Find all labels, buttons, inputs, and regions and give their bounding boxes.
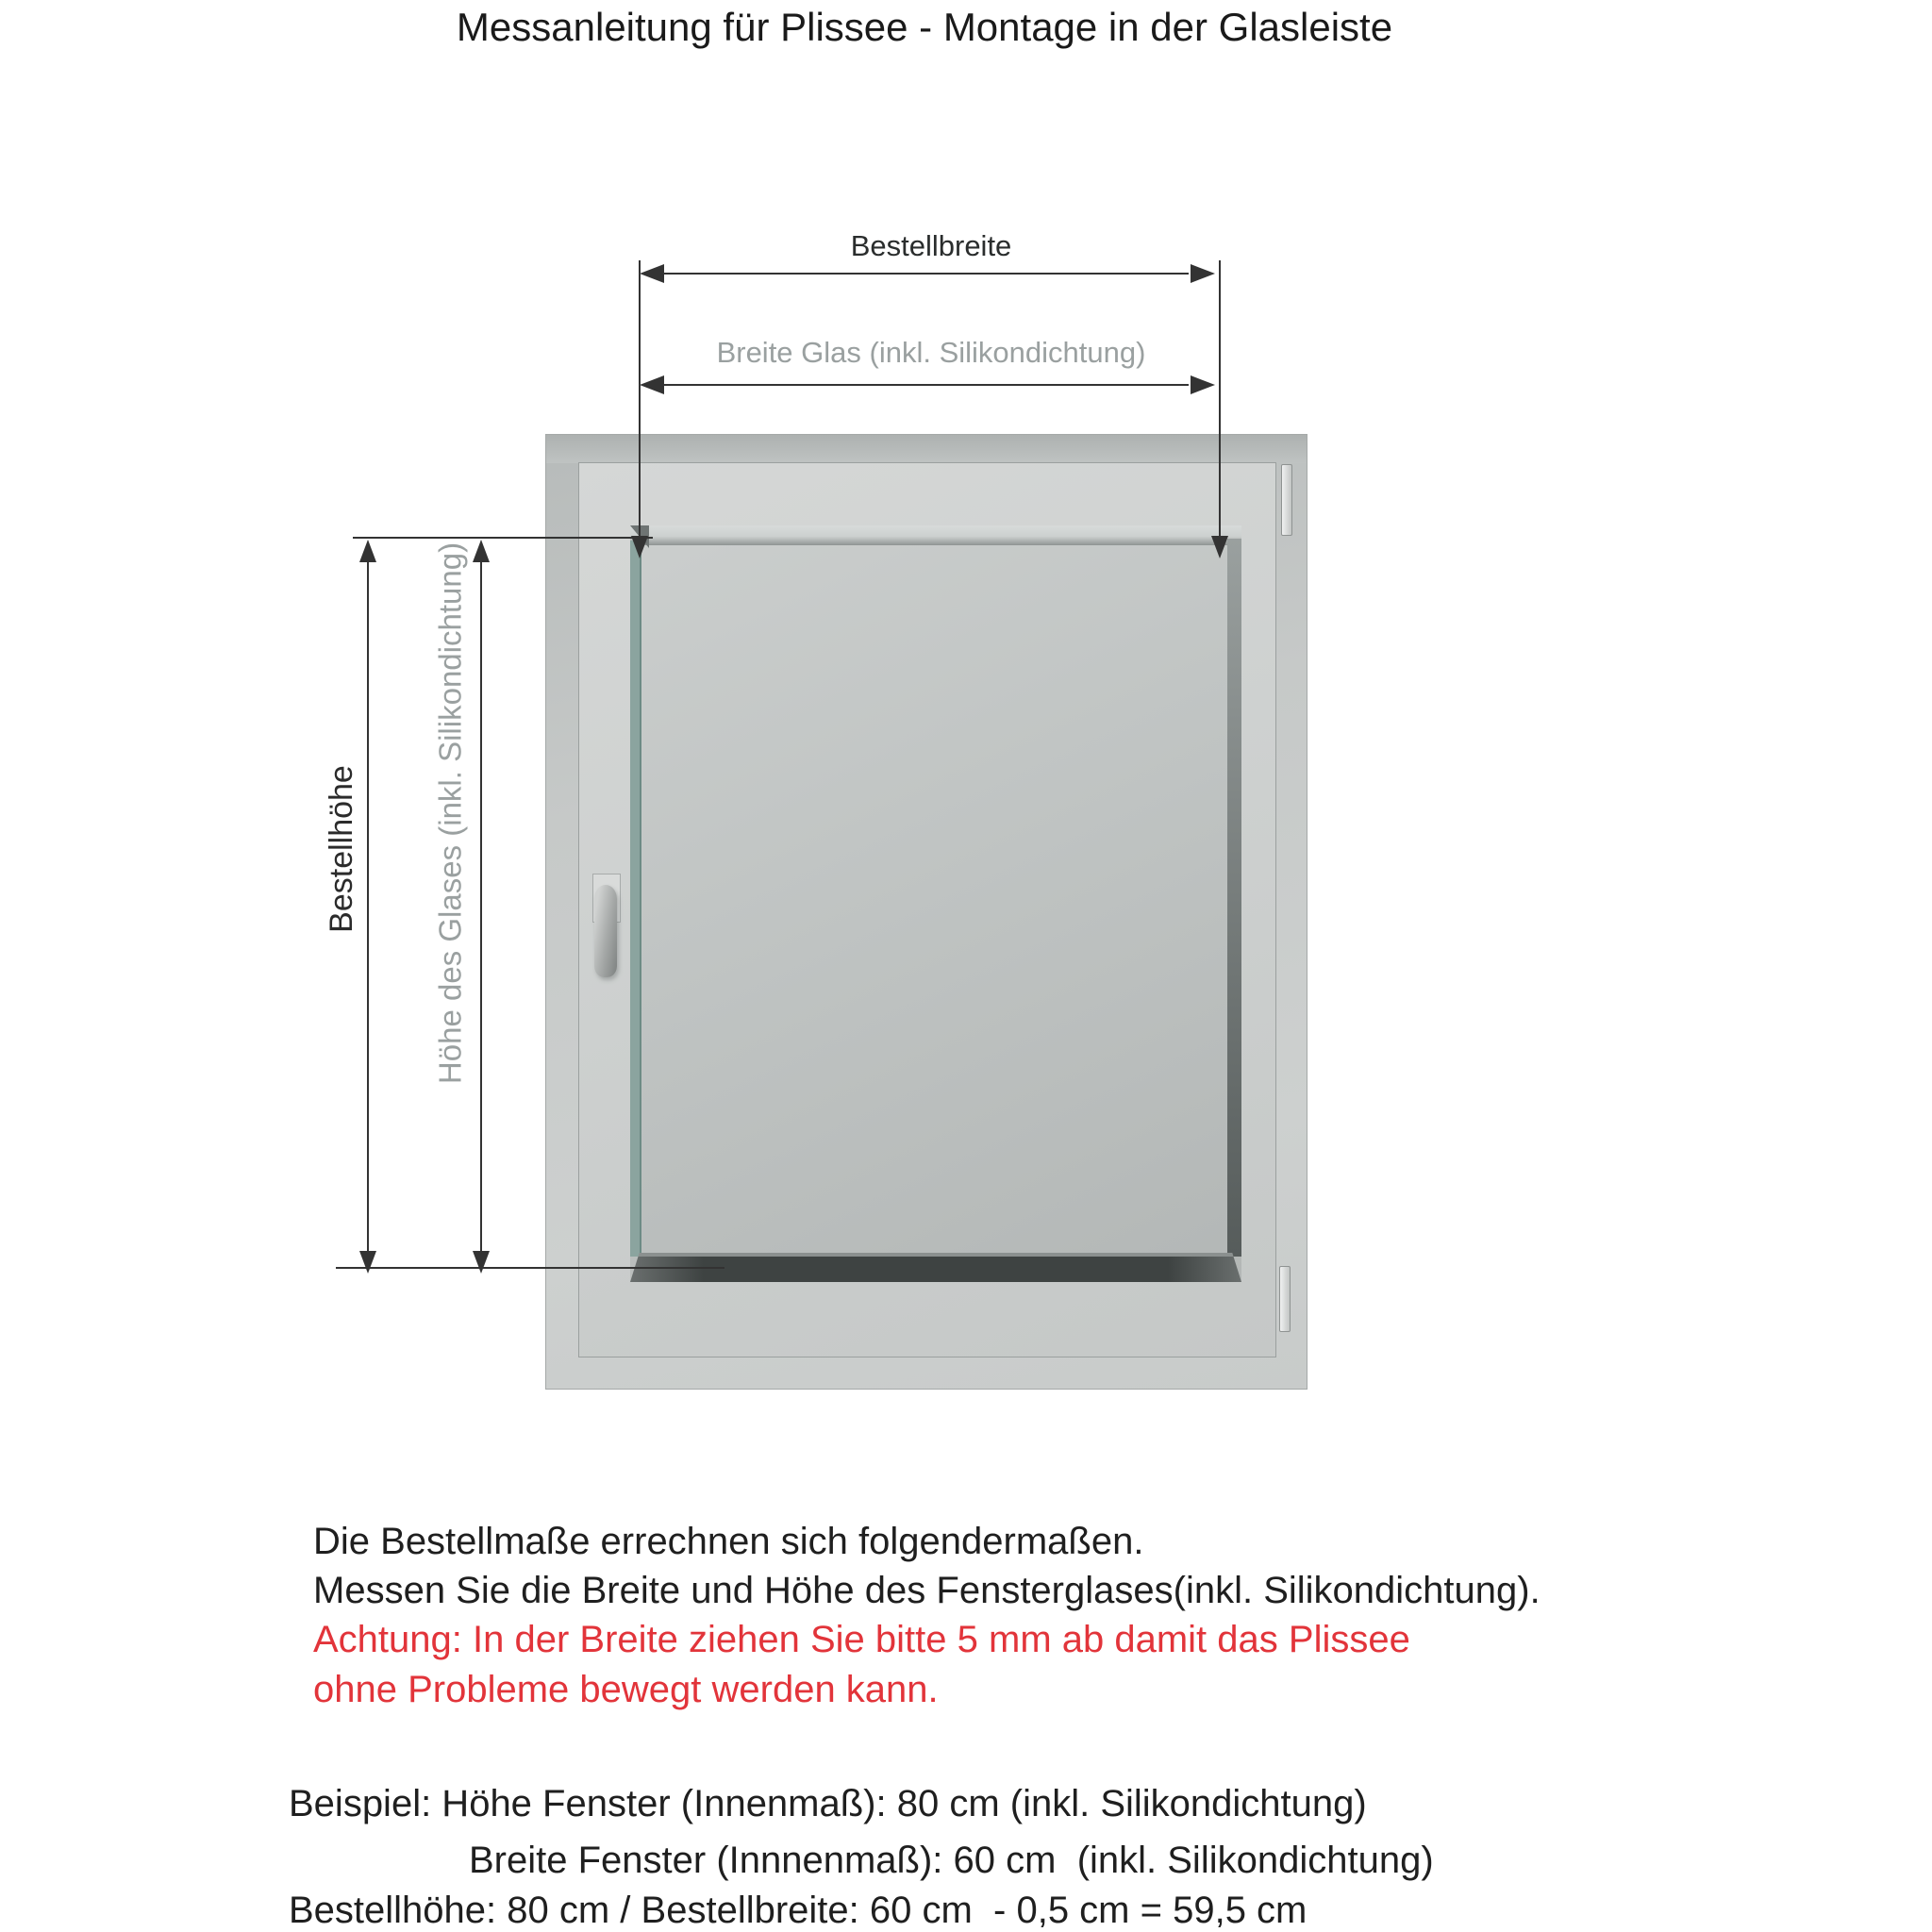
example-line-3: Bestellhöhe: 80 cm / Bestellbreite: 60 cm - 0,5 cm = 59,5 cm: [289, 1890, 1307, 1931]
height-tick-bottom: [336, 1267, 724, 1269]
glass-height-arrow: [480, 560, 482, 1253]
silicone-seal-left: [630, 541, 641, 1257]
glazing-bead-right: [1227, 539, 1241, 1257]
glazing-bead-top: [630, 525, 1241, 545]
glass-pane: [630, 525, 1241, 1282]
order-width-label: Bestellbreite: [850, 229, 1012, 262]
glass-width-label: Breite Glas (inkl. Silikondichtung): [716, 336, 1146, 369]
glass-width-arrowhead-right: [1191, 375, 1215, 394]
page-title: Messanleitung für Plissee - Montage in der Glasleiste: [456, 5, 1393, 49]
window-frame-top-shade: [546, 435, 1307, 463]
height-tick-top: [353, 537, 653, 539]
order-height-arrowhead-top: [359, 540, 376, 562]
glass-height-label: Höhe des Glases (inkl. Silikondichtung): [432, 541, 468, 1085]
order-width-arrowhead-right: [1191, 264, 1215, 283]
window-handle: [594, 885, 617, 977]
warning-line-2: ohne Probleme bewegt werden kann.: [313, 1669, 939, 1710]
glass-height-arrowhead-bottom: [473, 1251, 490, 1274]
order-height-arrow: [367, 560, 369, 1253]
order-width-arrowhead-left: [640, 264, 664, 283]
extension-line-left: [639, 260, 641, 536]
extension-line-right: [1219, 260, 1221, 536]
warning-line-1: Achtung: In der Breite ziehen Sie bitte 5 mm ab damit das Plissee: [313, 1619, 1410, 1660]
glass-width-arrow: [660, 384, 1189, 386]
hinge-top-icon: [1281, 464, 1292, 536]
extension-arrowhead-left: [631, 536, 648, 558]
glass-height-arrowhead-top: [473, 540, 490, 562]
instruction-line-1: Die Bestellmaße errechnen sich folgendermaßen.: [313, 1521, 1144, 1562]
order-height-arrowhead-bottom: [359, 1251, 376, 1274]
order-height-label: Bestellhöhe: [324, 765, 359, 933]
hinge-bottom-icon: [1279, 1266, 1291, 1332]
example-line-1: Beispiel: Höhe Fenster (Innenmaß): 80 cm (inkl. Silikondichtung): [289, 1783, 1367, 1824]
example-line-2: Breite Fenster (Innnenmaß): 60 cm (inkl. Silikondichtung): [469, 1840, 1434, 1881]
glass-width-arrowhead-left: [640, 375, 664, 394]
extension-arrowhead-right: [1211, 536, 1228, 558]
instruction-line-2: Messen Sie die Breite und Höhe des Fensterglases(inkl. Silikondichtung).: [313, 1570, 1541, 1611]
order-width-arrow: [660, 273, 1189, 275]
